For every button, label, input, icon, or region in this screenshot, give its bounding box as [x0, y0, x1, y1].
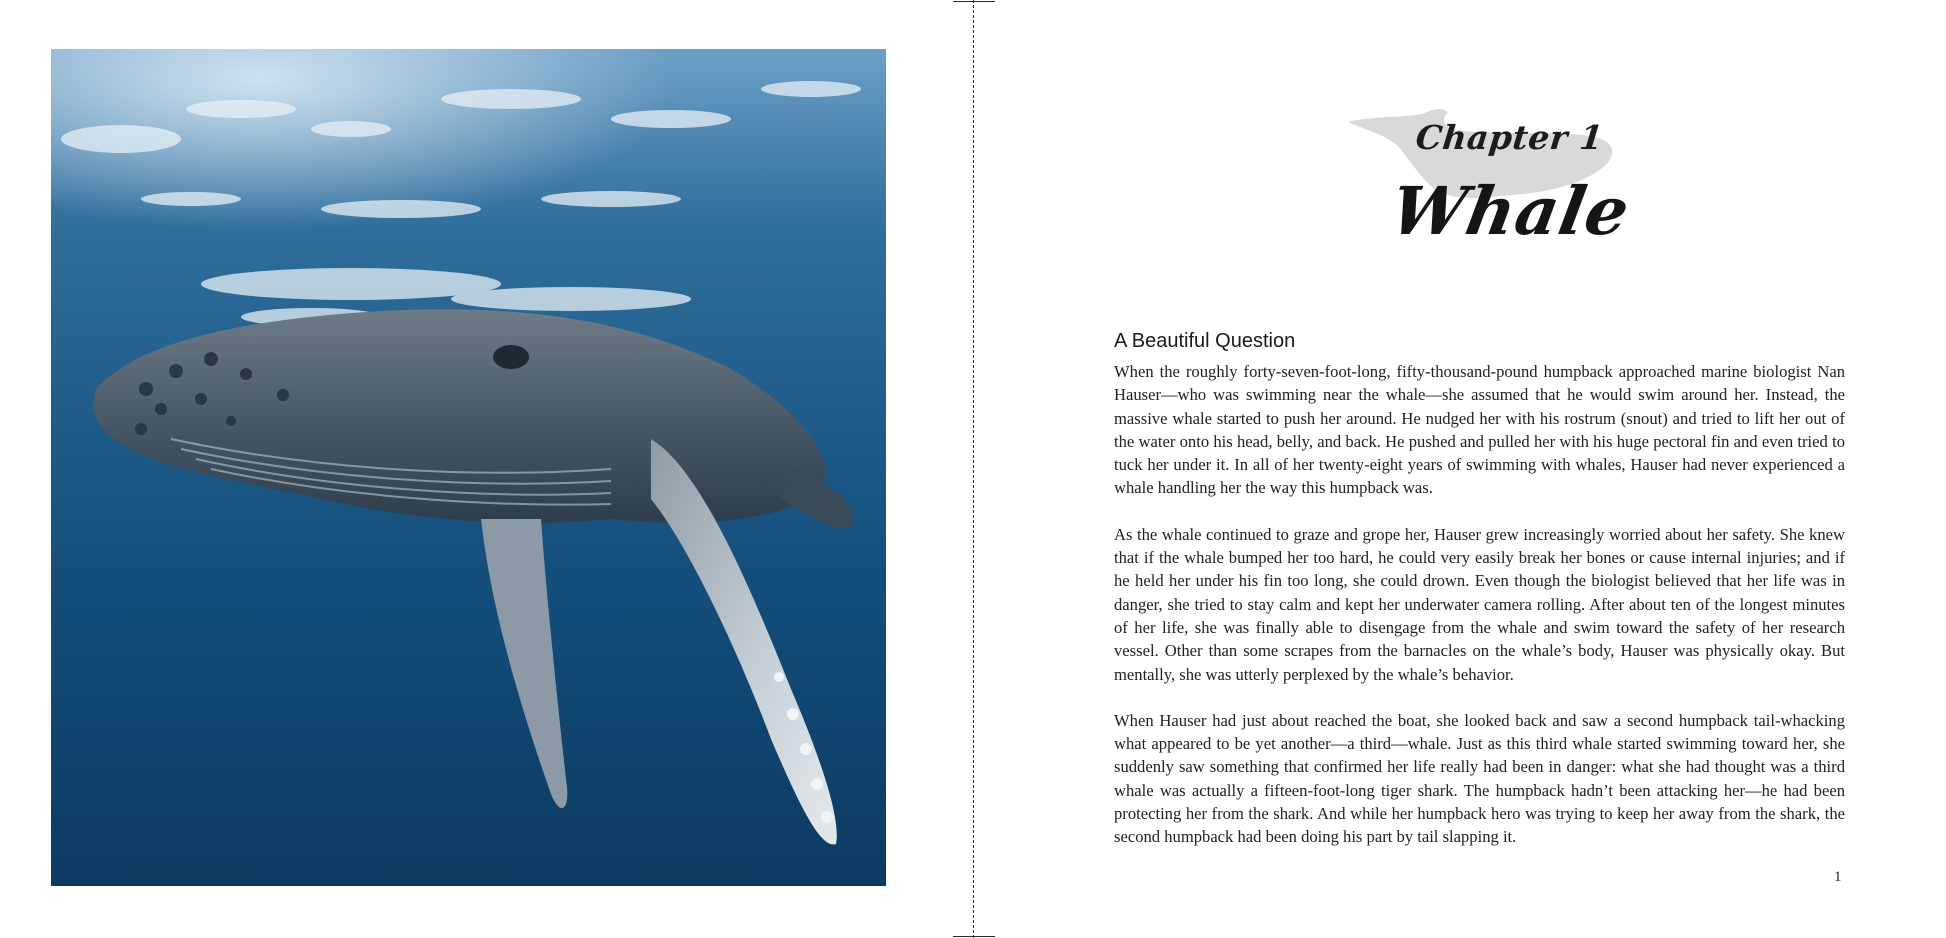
paragraph: When the roughly forty-seven-foot-long, fifty-thousand-pound humpback approached marine biologist Nan Hauser—who was swimming near the whale—she assumed that he would swim around her. Instead, the massive whale started to push her around. He nudged her with his rostrum (snout) and tried to lift her out of the water onto his head, belly, and back. He pushed and pulled her with his huge pectoral fin and even tried to tuck her under it. In all of her twenty-eight years of swimming with whales, Hauser had never experienced a whale handling her the way this humpback was. — [1114, 362, 1845, 498]
paragraph: When Hauser had just about reached the boat, she looked back and saw a second humpback tail-whacking what appeared to be yet another—a third—whale. Just as this third whale started swimming toward her, she suddenly saw something that confirmed her life really had been in danger: what she had thought was a third whale was actually a fifteen-foot-long tiger shark. The humpback hadn’t been attacking her—he had been protecting her from the shark. And while her humpback hero was trying to keep her away from the shark, the second humpback had been doing his part by tail slapping it. — [1114, 710, 1845, 847]
body-text — [1114, 360, 1845, 872]
page-number: 1 — [1834, 869, 1842, 885]
page-fold-line — [973, 0, 974, 938]
chapter-title: Whale — [1385, 172, 1636, 250]
chapter-label: Chapter 1 — [1413, 118, 1606, 157]
gutter-top-mark — [953, 1, 995, 2]
section-heading: A Beautiful Question — [1114, 330, 1296, 352]
gutter-bottom-mark — [953, 936, 995, 937]
whale-photo — [51, 49, 886, 886]
humpback-whale-image — [51, 49, 886, 886]
paragraph: As the whale continued to graze and grope her, Hauser grew increasingly worried about her safety. She knew that if the whale bumped her too hard, he could very easily break her bones or cause internal injuries; and if he held her under his fin too long, she could drown. Even though the biologist believed that her life was in danger, she tried to stay calm and kept her underwater camera rolling. After about ten of the longest minutes of her life, she was finally able to disengage from the whale and swim toward the safety of her research vessel. Other than some scrapes from the barnacles on the whale’s body, Hauser was physically okay. But mentally, she was utterly perplexed by the whale’s behavior. — [1114, 524, 1845, 684]
